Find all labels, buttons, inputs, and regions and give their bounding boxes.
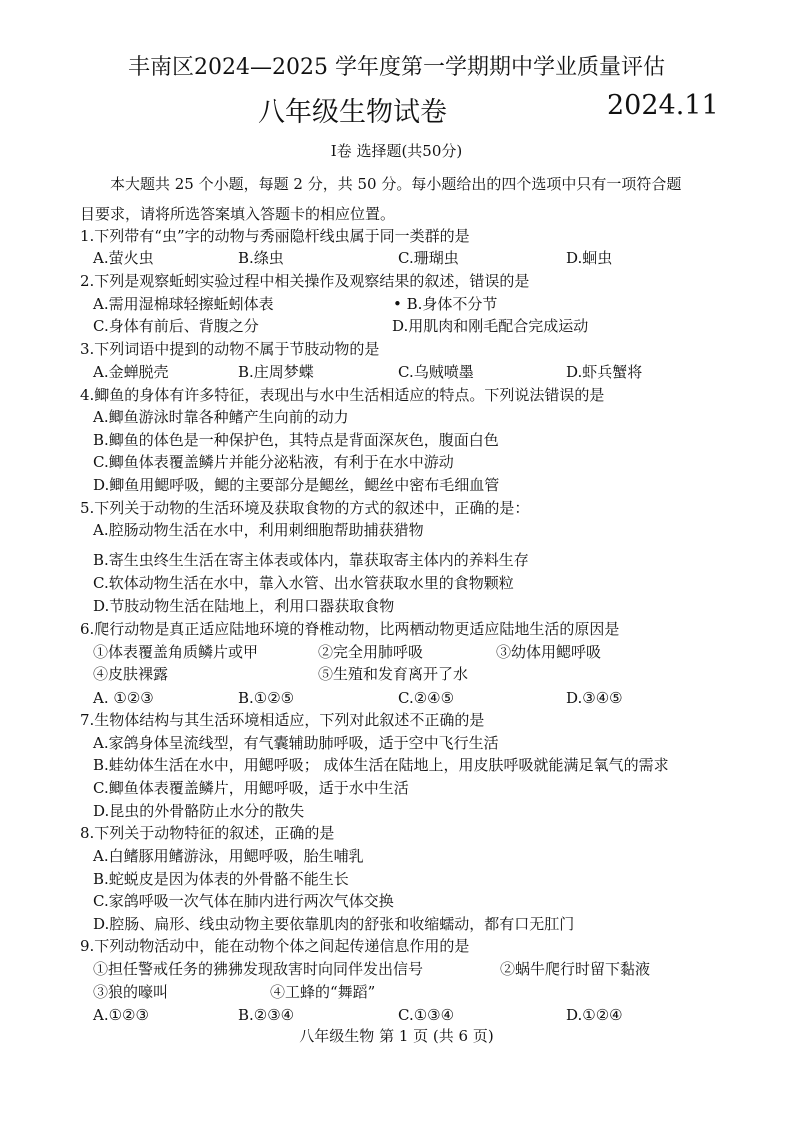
question-2-option-d: D.用肌肉和刚毛配合完成运动	[392, 317, 589, 335]
question-6-item-5: ⑤生殖和发育离开了水	[318, 665, 469, 683]
question-9-option-d: D.①②④	[566, 1006, 623, 1024]
question-9-item-4: ④工蜂的“舞蹈”	[270, 983, 376, 1001]
instructions-line-2: 目要求，请将所选答案填入答题卡的相应位置。	[80, 205, 396, 223]
question-6-stem: 6.爬行动物是真正适应陆地环境的脊椎动物，比两栖动物更适应陆地生活的原因是	[80, 620, 620, 638]
question-9-option-a: A.①②③	[93, 1006, 149, 1024]
question-5-option-c: C.软体动物生活在水中，靠入水管、出水管获取水里的食物颗粒	[93, 574, 514, 592]
question-7-option-b: B.蛙幼体生活在水中，用鳃呼吸； 成体生活在陆地上，用皮肤呼吸就能满足氧气的需求	[93, 756, 669, 774]
exam-date: 2024.11	[607, 90, 719, 121]
question-1-stem: 1.下列带有“虫”字的动物与秀丽隐杆线虫属于同一类群的是	[80, 227, 470, 245]
question-9-stem: 9.下列动物活动中，能在动物个体之间起传递信息作用的是	[80, 937, 470, 955]
question-2-stem: 2.下列是观察蚯蚓实验过程中相关操作及观察结果的叙述，错误的是	[80, 272, 530, 290]
question-9-item-1: ①担任警戒任务的狒狒发现敌害时向同伴发出信号	[93, 960, 424, 978]
question-2-option-a: A.需用湿棉球轻擦蚯蚓体表	[93, 295, 274, 313]
question-5-stem: 5.下列关于动物的生活环境及获取食物的方式的叙述中，正确的是：	[80, 499, 530, 517]
question-9-option-b: B.②③④	[238, 1006, 295, 1024]
question-1-option-a: A.萤火虫	[93, 249, 154, 267]
exam-subtitle: 八年级生物试卷	[258, 97, 447, 128]
question-5-option-a: A.腔肠动物生活在水中，利用刺细胞帮助捕获猎物	[93, 521, 424, 539]
question-6-item-3: ③幼体用鳃呼吸	[496, 643, 602, 661]
question-8-option-b: B.蛇蜕皮是因为体表的外骨骼不能生长	[93, 870, 349, 888]
question-6-option-d: D.③④⑤	[566, 689, 623, 707]
question-1-option-d: D.蛔虫	[566, 249, 613, 267]
question-7-stem: 7.生物体结构与其生活环境相适应，下列对此叙述不正确的是	[80, 711, 485, 729]
question-6-item-2: ②完全用肺呼吸	[318, 643, 424, 661]
question-4-stem: 4.鲫鱼的身体有许多特征，表现出与水中生活相适应的特点。下列说法错误的是	[80, 386, 605, 404]
question-9-item-2: ②蜗牛爬行时留下黏液	[500, 960, 651, 978]
section-heading: Ⅰ卷 选择题(共50分)	[330, 142, 463, 160]
question-3-option-b: B.庄周梦蝶	[238, 363, 314, 381]
question-6-option-a: A. ①②③	[93, 689, 154, 707]
question-8-option-c: C.家鸽呼吸一次气体在肺内进行两次气体交换	[93, 892, 394, 910]
question-4-option-a: A.鲫鱼游泳时靠各种鳍产生向前的动力	[93, 408, 349, 426]
question-1-option-c: C.珊瑚虫	[398, 249, 459, 267]
question-3-option-c: C.乌贼喷墨	[398, 363, 474, 381]
question-8-option-a: A.白鳍豚用鳍游泳，用鳃呼吸，胎生哺乳	[93, 847, 364, 865]
question-6-item-1: ①体表覆盖角质鳞片或甲	[93, 643, 259, 661]
question-2-option-b: • B.身体不分节	[393, 295, 498, 313]
question-5-option-d: D.节肢动物生活在陆地上，利用口器获取食物	[93, 597, 395, 615]
question-4-option-d: D.鲫鱼用鳃呼吸，鳃的主要部分是鳃丝，鳃丝中密布毛细血管	[93, 476, 500, 494]
question-7-option-a: A.家鸽身体呈流线型，有气囊辅助肺呼吸，适于空中飞行生活	[93, 734, 499, 752]
question-6-option-c: C.②④⑤	[398, 689, 455, 707]
question-8-stem: 8.下列关于动物特征的叙述，正确的是	[80, 824, 335, 842]
instructions-line-1: 本大题共 25 个小题，每题 2 分，共 50 分。每小题给出的四个选项中只有一项符合题	[110, 175, 682, 193]
question-3-option-d: D.虾兵蟹将	[566, 363, 643, 381]
question-1-option-b: B.绦虫	[238, 249, 284, 267]
question-3-option-a: A.金蝉脱壳	[93, 363, 169, 381]
question-4-option-b: B.鲫鱼的体色是一种保护色，其特点是背面深灰色，腹面白色	[93, 431, 499, 449]
question-9-item-3: ③狼的嚎叫	[93, 983, 169, 1001]
question-5-option-b: B.寄生虫终生生活在寄主体表或体内，靠获取寄主体内的养料生存	[93, 551, 529, 569]
question-7-option-d: D.昆虫的外骨骼防止水分的散失	[93, 802, 305, 820]
page-footer: 八年级生物 第 1 页 (共 6 页)	[299, 1027, 494, 1045]
question-6-item-4: ④皮肤裸露	[93, 665, 169, 683]
question-2-option-c: C.身体有前后、背腹之分	[93, 317, 259, 335]
question-9-option-c: C.①③④	[398, 1006, 455, 1024]
question-8-option-d: D.腔肠、扁形、线虫动物主要依靠肌肉的舒张和收缩蠕动，都有口无肛门	[93, 915, 575, 933]
question-4-option-c: C.鲫鱼体表覆盖鳞片并能分泌粘液，有利于在水中游动	[93, 453, 454, 471]
exam-title: 丰南区2024—2025 学年度第一学期期中学业质量评估	[128, 55, 665, 80]
question-3-stem: 3.下列词语中提到的动物不属于节肢动物的是	[80, 340, 380, 358]
question-7-option-c: C.鲫鱼体表覆盖鳞片，用鳃呼吸，适于水中生活	[93, 779, 409, 797]
question-6-option-b: B.①②⑤	[238, 689, 295, 707]
